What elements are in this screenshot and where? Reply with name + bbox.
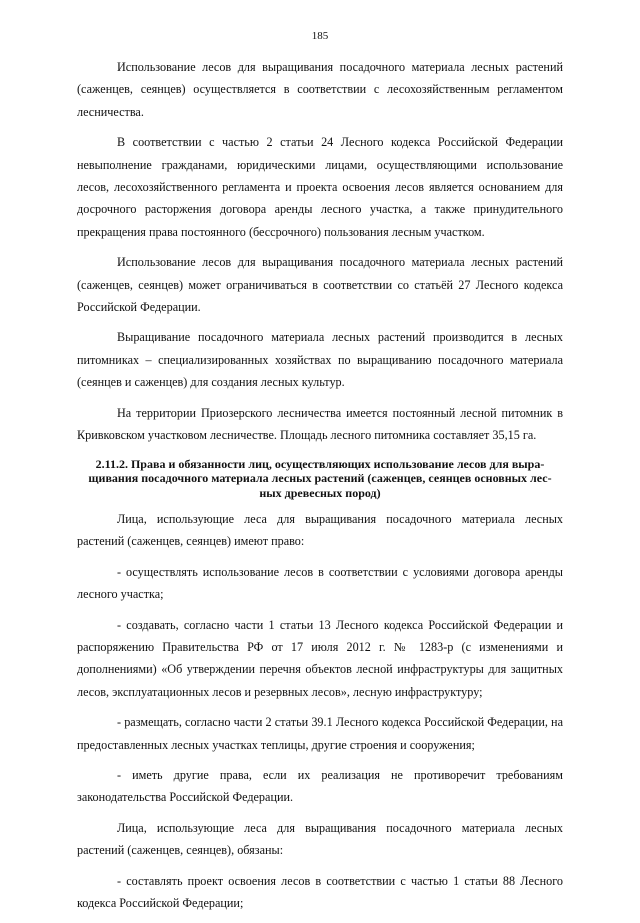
paragraph: Лица, использующие леса для выращивания посадочного материала лесных растений (саженцев, сеянцев) имеют право: (77, 512, 563, 549)
list-item: - осуществлять использование лесов в соответствии с условиями договора аренды лесного участка; (77, 564, 563, 602)
section-heading (77, 457, 563, 501)
section-heading-line: щивания посадочного материала лесных растений (саженцев, сеянцев основных лес- (88, 471, 552, 485)
list-item: - составлять проект освоения лесов в соответствии с частью 1 статьи 88 Лесного кодекса Российской Федерации; (77, 873, 563, 911)
list-item: - размещать, согласно части 2 статьи 39.1 Лесного кодекса Российской Федерации, на предоставленных лесных участках теплицы, другие строения и сооружения; (77, 715, 563, 752)
document-body (77, 56, 563, 923)
paragraph: Использование лесов для выращивания посадочного материала лесных растений (саженцев, сеянцев) осуществляется в соответствии с лесохозяйственным регламентом лесничества. (77, 60, 563, 119)
paragraph: На территории Приозерского лесничества имеется постоянный лесной питомник в Кривковском участковом лесничестве. Площадь лесного питомника составляет 35,15 га. (77, 405, 563, 443)
paragraph: Выращивание посадочного материала лесных растений производится в лесных питомниках – специализированных хозяйствах по выращиванию посадочного материала (сеянцев и саженцев) для создания лесных культур. (77, 330, 563, 390)
list-item: - создавать, согласно части 1 статьи 13 Лесного кодекса Российской Федерации и распоряжению Правительства РФ от 17 июля 2012 г. № 1283-р (с изменениями и дополнениями) «Об утверждении перечня объектов лесной инфраструктуры для защитных лесов, эксплуатационных лесов и резервных лесов», лесную инфраструктуру; (77, 617, 563, 699)
paragraph: Лица, использующие леса для выращивания посадочного материала лесных растений (саженцев, сеянцев), обязаны: (77, 820, 563, 858)
page-number: 185 (311, 30, 329, 42)
paragraph: В соответствии с частью 2 статьи 24 Лесного кодекса Российской Федерации невыполнение гражданами, юридическими лицами, осуществляющими использование лесов, лесохозяйственного регламента и проекта освоения лесов является основанием для досрочного расторжения договора аренды лесного участка, а также принудительного прекращения права постоянного (бессрочного) пользования лесным участком. (77, 135, 563, 239)
section-heading-line: ных древесных пород) (259, 485, 381, 500)
list-item: - иметь другие права, если их реализация не противоречит требованиям законодательства Российской Федерации. (77, 768, 563, 805)
paragraph: Использование лесов для выращивания посадочного материала лесных растений (саженцев, сеянцев) может ограничиваться в соответствии со статьёй 27 Лесного кодекса Российской Федерации. (77, 255, 563, 315)
section-heading-line: 2.11.2. Права и обязанности лиц, осуществляющих использование лесов для выра- (95, 456, 545, 471)
